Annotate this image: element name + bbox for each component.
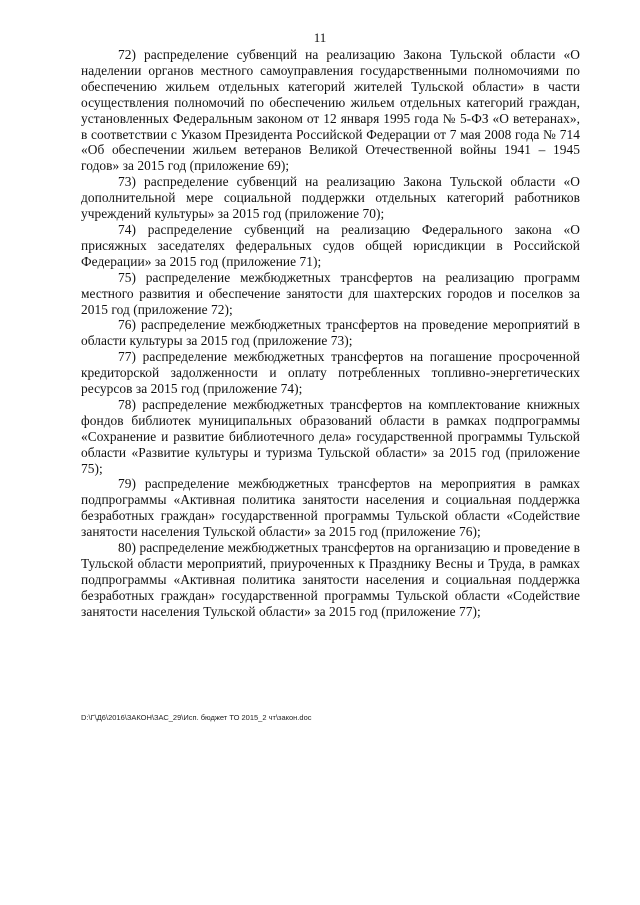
list-item-74: 74) распределение субвенций на реализацию Федерального закона «О присяжных заседателях федеральных судов общей юрисдикции в Российской Федерации» за 2015 год (приложение 71); <box>81 221 580 269</box>
list-item-79: 79) распределение межбюджетных трансфертов на мероприятия в рамках подпрограммы «Активная политика занятости населения и социальная поддержка безработных граждан» государственной программы Тульской области «Содействие занятости населения Тульской области» за 2015 год (приложение 76); <box>81 476 580 540</box>
list-item-72: 72) распределение субвенций на реализацию Закона Тульской области «О наделении органов местного самоуправления государственными полномочиями по обеспечению жильем отдельных категорий жителей Тульской области» в части осуществления полномочий по обеспечению жильем отдельных категорий граждан, установленных Федеральным законом от 12 января 1995 года № 5-ФЗ «О ветеранах», в соответствии с Указом Президента Российской Федерации от 7 мая 2008 года № 714 «Об обеспечении жильем ветеранов Великой Отечественной войны 1941 – 1945 годов» за 2015 год (приложение 69); <box>81 47 580 174</box>
page-number: 11 <box>313 30 327 45</box>
list-item-75: 75) распределение межбюджетных трансфертов на реализацию программ местного развития и обеспечение занятости для шахтерских городов и поселков за 2015 год (приложение 72); <box>81 269 580 317</box>
document-body <box>81 47 580 620</box>
footer-file-path: D:\Г\Д6\2016\ЗАКОН\ЗАС_29\Исп. бюджет ТО 2015_2 чт\закон.doc <box>81 713 312 722</box>
list-item-76: 76) распределение межбюджетных трансфертов на проведение мероприятий в области культуры за 2015 год (приложение 73); <box>81 317 580 349</box>
list-item-73: 73) распределение субвенций на реализацию Закона Тульской области «О дополнительной мере социальной поддержки отдельных категорий работников учреждений культуры» за 2015 год (приложение 70); <box>81 174 580 222</box>
list-item-80: 80) распределение межбюджетных трансфертов на организацию и проведение в Тульской области мероприятий, приуроченных к Празднику Весны и Труда, в рамках подпрограммы «Активная политика занятости населения и социальная поддержка безработных граждан» государственной программы Тульской области «Содействие занятости населения Тульской области» за 2015 год (приложение 77); <box>81 540 580 619</box>
list-item-78: 78) распределение межбюджетных трансфертов на комплектование книжных фондов библиотек муниципальных образований области в рамках подпрограммы «Сохранение и развитие библиотечного дела» государственной программы Тульской области «Развитие культуры и туризма Тульской области» за 2015 год (приложение 75); <box>81 396 580 476</box>
list-item-77: 77) распределение межбюджетных трансфертов на погашение просроченной кредиторской задолженности и оплату потребленных топливно-энергетических ресурсов за 2015 год (приложение 74); <box>81 349 580 397</box>
